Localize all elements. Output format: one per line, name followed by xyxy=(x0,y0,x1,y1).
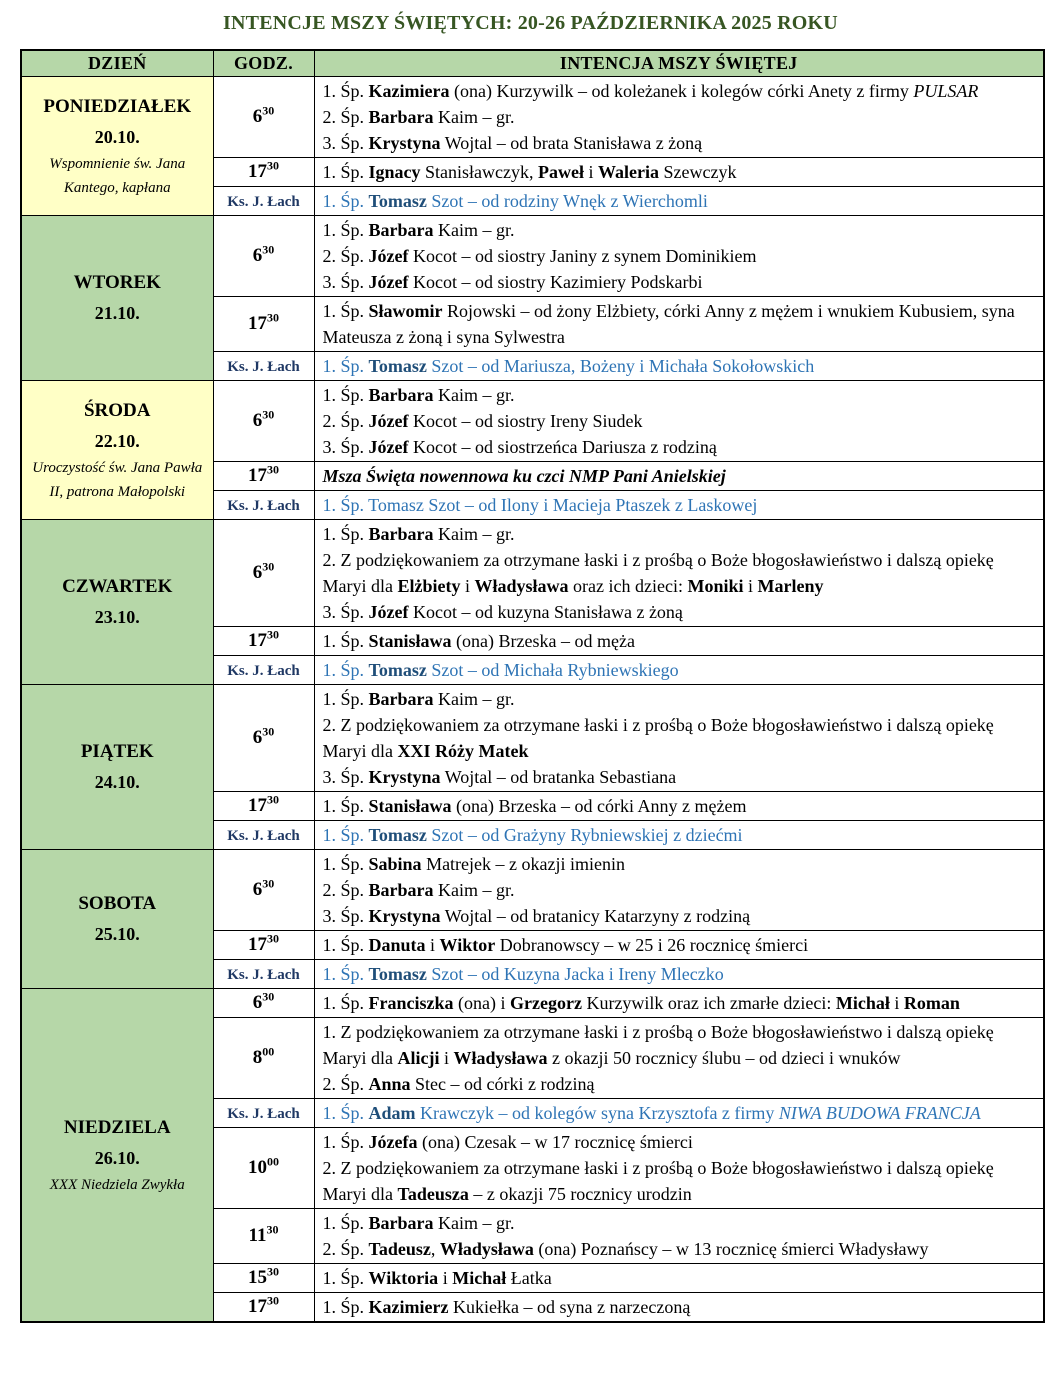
time-cell xyxy=(213,656,314,685)
time-cell xyxy=(213,989,314,1018)
time-cell xyxy=(213,960,314,989)
mass-time: 6 xyxy=(252,879,263,900)
day-date: 25.10. xyxy=(94,924,140,944)
page-title: INTENCJE MSZY ŚWIĘTYCH: 20-26 PAŹDZIERNIKA 2025 ROKU xyxy=(223,12,838,34)
time-cell xyxy=(213,1293,314,1323)
intention-line: Msza Święta nowennowa ku czci NMP Pani Anielskiej xyxy=(322,466,726,486)
column-header-day: DZIEŃ xyxy=(21,50,213,77)
intention-cell xyxy=(314,462,1044,491)
mass-time: 11 xyxy=(248,1225,267,1246)
priest-label: Ks. J. Łach xyxy=(227,359,300,375)
intention-line: 1. Śp. Tomasz Szot – od Ilony i Macieja Ptaszek z Laskowej xyxy=(322,495,758,515)
schedule-body xyxy=(21,77,1044,1323)
table-row xyxy=(21,989,1044,1018)
intention-line: 1. Śp. Tomasz Szot – od Mariusza, Bożeny i Michała Sokołowskich xyxy=(322,356,815,376)
intention-line: 1. Śp. Franciszka (ona) i Grzegorz Kurzywilk oraz ich zmarłe dzieci: Michał i Roman xyxy=(322,993,960,1013)
intention-cell xyxy=(314,1018,1044,1099)
intention-line: 1. Z podziękowaniem za otrzymane łaski i z prośbą o Boże błogosławieństwo i dalszą opiekę Maryi dla Alicji i Władysława z okazji 50 rocznicy ślubu – od dzieci i wnuków xyxy=(322,1022,994,1068)
table-row xyxy=(21,216,1044,297)
intention-cell xyxy=(314,187,1044,216)
mass-time-minutes: 30 xyxy=(267,931,279,946)
mass-time: 6 xyxy=(252,727,263,748)
table-row xyxy=(21,520,1044,627)
intention-line: 1. Śp. Barbara Kaim – gr. xyxy=(322,1213,515,1233)
intention-line: 1. Śp. Barbara Kaim – gr. xyxy=(322,220,515,240)
mass-time: 17 xyxy=(248,934,267,955)
intention-line: 3. Śp. Józef Kocot – od kuzyna Stanisława z żoną xyxy=(322,602,683,622)
intention-line: 2. Śp. Józef Kocot – od siostry Ireny Siudek xyxy=(322,411,643,431)
priest-label: Ks. J. Łach xyxy=(227,663,300,679)
mass-time-minutes: 30 xyxy=(262,242,275,257)
intention-line: 2. Śp. Józef Kocot – od siostry Janiny z synem Dominikiem xyxy=(322,246,757,266)
mass-time: 6 xyxy=(252,992,263,1013)
intention-line: 2. Z podziękowaniem za otrzymane łaski i z prośbą o Boże błogosławieństwo i dalszą opiekę Maryi dla Elżbiety i Władysława oraz ich dzieci: Moniki i Marleny xyxy=(322,550,994,596)
mass-time: 8 xyxy=(252,1047,263,1068)
intention-line: 1. Śp. Tomasz Szot – od Kuzyna Jacka i Ireny Mleczko xyxy=(322,964,724,984)
day-name: ŚRODA xyxy=(83,400,151,421)
intention-line: 2. Śp. Barbara Kaim – gr. xyxy=(322,880,515,900)
time-cell xyxy=(213,627,314,656)
mass-time: 17 xyxy=(248,795,267,816)
intention-cell xyxy=(314,352,1044,381)
priest-label: Ks. J. Łach xyxy=(227,194,300,210)
intention-line: 1. Śp. Sabina Matrejek – z okazji imienin xyxy=(322,854,625,874)
mass-time-minutes: 30 xyxy=(262,989,275,1004)
mass-time: 6 xyxy=(252,245,263,266)
intention-line: 1. Śp. Kazimiera (ona) Kurzywilk – od koleżanek i kolegów córki Anety z firmy PULSAR xyxy=(322,81,979,101)
intention-cell xyxy=(314,792,1044,821)
mass-time-minutes: 30 xyxy=(267,158,279,173)
intention-line: 1. Śp. Stanisława (ona) Brzeska – od córki Anny z mężem xyxy=(322,796,747,816)
day-date: 26.10. xyxy=(94,1148,140,1168)
time-cell xyxy=(213,216,314,297)
intention-cell xyxy=(314,989,1044,1018)
intention-cell xyxy=(314,685,1044,792)
intention-cell xyxy=(314,850,1044,931)
mass-time-minutes: 30 xyxy=(262,724,275,739)
time-cell xyxy=(213,187,314,216)
priest-label: Ks. J. Łach xyxy=(227,498,300,514)
mass-time-minutes: 30 xyxy=(267,1293,279,1308)
intention-cell xyxy=(314,960,1044,989)
time-cell xyxy=(213,931,314,960)
table-row xyxy=(21,381,1044,462)
mass-time-minutes: 00 xyxy=(262,1044,275,1059)
mass-time-minutes: 30 xyxy=(267,627,279,642)
day-name: NIEDZIELA xyxy=(63,1117,171,1138)
time-cell xyxy=(213,1099,314,1128)
intention-line: 1. Śp. Tomasz Szot – od rodziny Wnęk z Wierchomli xyxy=(322,191,708,211)
intention-line: 1. Śp. Tomasz Szot – od Michała Rybniewskiego xyxy=(322,660,679,680)
day-date: 21.10. xyxy=(94,303,140,323)
day-date: 24.10. xyxy=(94,772,140,792)
day-cell xyxy=(21,850,213,989)
time-cell xyxy=(213,1018,314,1099)
time-cell xyxy=(213,792,314,821)
time-cell xyxy=(213,352,314,381)
time-cell xyxy=(213,685,314,792)
mass-time: 17 xyxy=(248,1296,267,1317)
time-cell xyxy=(213,520,314,627)
intention-cell xyxy=(314,158,1044,187)
day-date: 23.10. xyxy=(94,607,140,627)
day-cell xyxy=(21,216,213,381)
time-cell xyxy=(213,297,314,352)
mass-time-minutes: 30 xyxy=(262,407,275,422)
mass-time-minutes: 00 xyxy=(267,1154,279,1169)
mass-time: 17 xyxy=(248,630,267,651)
intention-cell xyxy=(314,297,1044,352)
intention-cell xyxy=(314,821,1044,850)
day-cell xyxy=(21,989,213,1323)
mass-time-minutes: 30 xyxy=(267,310,279,325)
day-cell xyxy=(21,685,213,850)
mass-time: 17 xyxy=(248,465,267,486)
mass-time-minutes: 30 xyxy=(262,559,275,574)
time-cell xyxy=(213,821,314,850)
time-cell xyxy=(213,77,314,158)
header-row xyxy=(21,50,1044,77)
intention-line: 1. Śp. Ignacy Stanisławczyk, Paweł i Waleria Szewczyk xyxy=(322,162,737,182)
intention-line: 1. Śp. Barbara Kaim – gr. xyxy=(322,689,515,709)
day-name: SOBOTA xyxy=(78,893,157,914)
intention-line: 1. Śp. Kazimierz Kukiełka – od syna z narzeczoną xyxy=(322,1297,691,1317)
intention-cell xyxy=(314,216,1044,297)
intention-line: 2. Śp. Tadeusz, Władysława (ona) Poznańscy – w 13 rocznicę śmierci Władysławy xyxy=(322,1239,929,1259)
time-cell xyxy=(213,491,314,520)
intention-line: 1. Śp. Adam Krawczyk – od kolegów syna Krzysztofa z firmy NIWA BUDOWA FRANCJA xyxy=(322,1103,981,1123)
intention-cell xyxy=(314,627,1044,656)
mass-time: 6 xyxy=(252,106,263,127)
intention-cell xyxy=(314,1264,1044,1293)
column-header-time: GODZ. xyxy=(213,50,314,77)
mass-time-minutes: 30 xyxy=(267,792,279,807)
mass-time: 15 xyxy=(248,1267,267,1288)
intention-cell xyxy=(314,931,1044,960)
intention-cell xyxy=(314,381,1044,462)
intention-cell xyxy=(314,520,1044,627)
day-date: 20.10. xyxy=(94,127,140,147)
table-row xyxy=(21,685,1044,792)
day-name: PIĄTEK xyxy=(80,741,154,762)
column-header-intention: INTENCJA MSZY ŚWIĘTEJ xyxy=(314,50,1044,77)
day-cell xyxy=(21,381,213,520)
intention-line: 3. Śp. Krystyna Wojtal – od bratanicy Katarzyny z rodziną xyxy=(322,906,751,926)
mass-time-minutes: 30 xyxy=(267,462,279,477)
mass-schedule-table xyxy=(20,49,1045,1323)
mass-time-minutes: 30 xyxy=(266,1222,279,1237)
intention-cell xyxy=(314,1293,1044,1323)
intention-line: 1. Śp. Tomasz Szot – od Grażyny Rybniewskiej z dziećmi xyxy=(322,825,743,845)
intention-line: 3. Śp. Józef Kocot – od siostry Kazimiery Podskarbi xyxy=(322,272,703,292)
intention-line: 1. Śp. Danuta i Wiktor Dobranowscy – w 25 i 26 rocznicę śmierci xyxy=(322,935,809,955)
day-name: PONIEDZIAŁEK xyxy=(43,96,192,117)
mass-time: 6 xyxy=(252,562,263,583)
intention-line: 2. Z podziękowaniem za otrzymane łaski i z prośbą o Boże błogosławieństwo i dalszą opiekę Maryi dla XXI Róży Matek xyxy=(322,715,994,761)
mass-time: 10 xyxy=(248,1157,267,1178)
intention-line: 1. Śp. Barbara Kaim – gr. xyxy=(322,524,515,544)
intention-line: 2. Śp. Barbara Kaim – gr. xyxy=(322,107,515,127)
intention-line: 3. Śp. Krystyna Wojtal – od brata Stanisława z żoną xyxy=(322,133,703,153)
mass-time-minutes: 30 xyxy=(262,876,275,891)
intention-line: 1. Śp. Barbara Kaim – gr. xyxy=(322,385,515,405)
day-note: Uroczystość św. Jana Pawła II, patrona Małopolski xyxy=(32,460,203,500)
intention-cell xyxy=(314,1128,1044,1209)
time-cell xyxy=(213,158,314,187)
time-cell xyxy=(213,1209,314,1264)
time-cell xyxy=(213,850,314,931)
intention-cell xyxy=(314,491,1044,520)
time-cell xyxy=(213,381,314,462)
intention-cell xyxy=(314,1099,1044,1128)
intention-line: 1. Śp. Wiktoria i Michał Łatka xyxy=(322,1268,552,1288)
time-cell xyxy=(213,462,314,491)
intention-line: 1. Śp. Stanisława (ona) Brzeska – od męża xyxy=(322,631,635,651)
intention-cell xyxy=(314,656,1044,685)
mass-time: 17 xyxy=(248,161,267,182)
intention-line: 3. Śp. Krystyna Wojtal – od bratanka Sebastiana xyxy=(322,767,677,787)
priest-label: Ks. J. Łach xyxy=(227,967,300,983)
mass-time-minutes: 30 xyxy=(267,1264,279,1279)
time-cell xyxy=(213,1264,314,1293)
day-name: CZWARTEK xyxy=(62,576,173,597)
intention-line: 1. Śp. Józefa (ona) Czesak – w 17 rocznicę śmierci xyxy=(322,1132,693,1152)
intention-line: 1. Śp. Sławomir Rojowski – od żony Elżbiety, córki Anny z mężem i wnukiem Kubusiem, syna Mateusza z żoną i syna Sylwestra xyxy=(322,301,1015,347)
day-cell xyxy=(21,520,213,685)
intention-cell xyxy=(314,77,1044,158)
intention-line: 3. Śp. Józef Kocot – od siostrzeńca Dariusza z rodziną xyxy=(322,437,717,457)
day-note: Wspomnienie św. Jana Kantego, kapłana xyxy=(49,156,186,196)
day-note: XXX Niedziela Zwykła xyxy=(49,1177,185,1193)
table-row xyxy=(21,850,1044,931)
day-cell xyxy=(21,77,213,216)
day-name: WTOREK xyxy=(73,272,161,293)
mass-time: 6 xyxy=(252,410,263,431)
mass-time: 17 xyxy=(248,313,267,334)
intention-line: 2. Śp. Anna Stec – od córki z rodziną xyxy=(322,1074,595,1094)
priest-label: Ks. J. Łach xyxy=(227,1106,300,1122)
table-row xyxy=(21,77,1044,158)
time-cell xyxy=(213,1128,314,1209)
intention-line: 2. Z podziękowaniem za otrzymane łaski i z prośbą o Boże błogosławieństwo i dalszą opiekę Maryi dla Tadeusza – z okazji 75 rocznicy urodzin xyxy=(322,1158,994,1204)
priest-label: Ks. J. Łach xyxy=(227,828,300,844)
mass-time-minutes: 30 xyxy=(262,103,275,118)
day-date: 22.10. xyxy=(94,431,140,451)
intention-cell xyxy=(314,1209,1044,1264)
